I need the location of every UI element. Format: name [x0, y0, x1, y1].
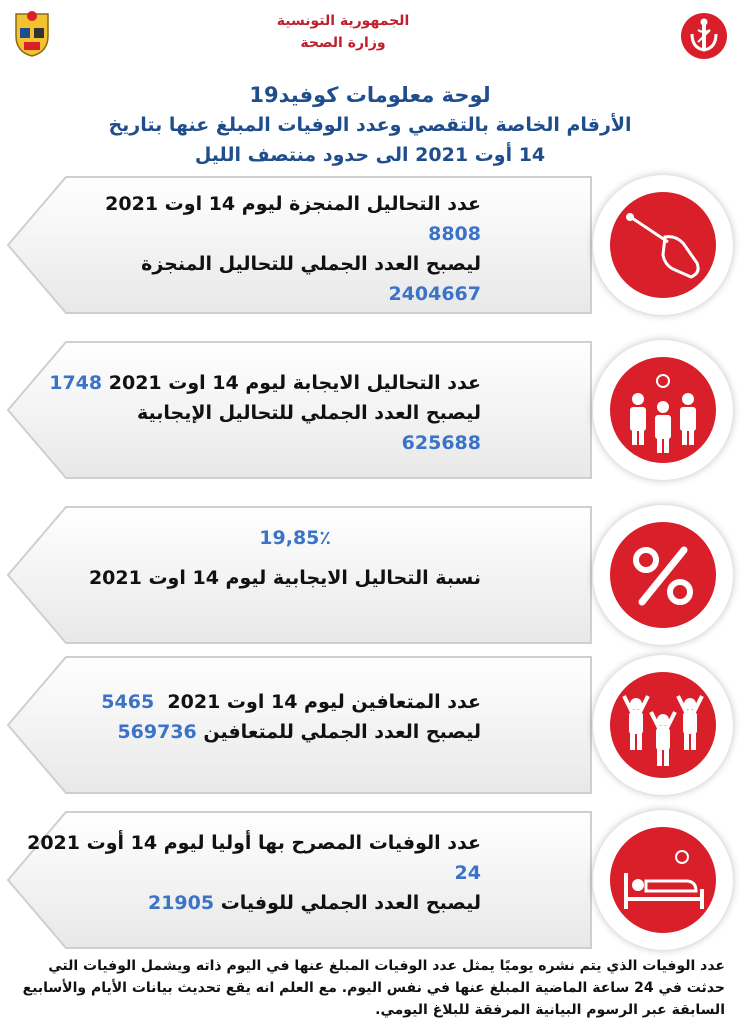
- recovered-card: [6, 645, 741, 805]
- tests-total-label: ليصبح العدد الجملي للتحاليل المنجزة: [141, 253, 481, 275]
- deaths-daily-value: 24: [454, 862, 481, 884]
- rate-label: نسبة التحاليل الايجابية ليوم 14 اوت 2021: [88, 567, 481, 589]
- positives-total-label: ليصبح العدد الجملي للتحاليل الإيجابية: [136, 402, 481, 424]
- deaths-icon-circle: [593, 810, 733, 950]
- recovered-total-label: ليصبح العدد الجملي للمتعافين: [203, 721, 481, 743]
- swab-hand-icon: [610, 192, 716, 298]
- footer-note: عدد الوفيات الذي يتم نشره يوميًا يمثل عدد الوفيات المبلغ عنها في اليوم ذاته ويشمل الوفيات التي حدثت في 24 ساعة الماضية المبلغ عنها في نفس اليوم. مع العلم انه يقع تحديث بيانات الأيام والأسابيع السابقة عبر الرسوم البيانية المرفقة للبلاغ اليومي.: [22, 958, 725, 1018]
- page-title: [90, 80, 650, 170]
- ministry-name: وزارة الصحة: [300, 35, 386, 51]
- percent-icon: [610, 522, 716, 628]
- rate-card: [6, 495, 741, 655]
- rate-text: [89, 523, 481, 593]
- title-line-1: لوحة معلومات كوفيد19: [249, 83, 491, 107]
- deaths-total-value: 21905: [147, 892, 215, 914]
- tests-card: [6, 165, 741, 325]
- republic-name: الجمهورية التونسية: [276, 13, 410, 29]
- deaths-label: عدد الوفيات المصرح بها أوليا ليوم 14 أوت 2021: [27, 832, 481, 854]
- ministry-logo-icon: [680, 12, 728, 60]
- recovered-text: [101, 687, 481, 747]
- deaths-card: [6, 800, 741, 960]
- rate-value: 19,85٪: [259, 527, 331, 549]
- title-line-2: الأرقام الخاصة بالتقصي وعدد الوفيات المبلغ عنها بتاريخ: [108, 114, 632, 136]
- deaths-text: [27, 828, 481, 918]
- recovered-daily-value: 5465: [101, 691, 155, 713]
- tunisia-emblem-icon: [12, 8, 52, 58]
- tests-label: عدد التحاليل المنجزة ليوم 14 اوت 2021: [105, 193, 481, 215]
- positives-card: [6, 330, 741, 490]
- positives-label: عدد التحاليل الايجابة ليوم 14 اوت 2021: [108, 372, 481, 394]
- tests-icon-circle: [593, 175, 733, 315]
- positives-daily-value: 1748: [49, 372, 103, 394]
- recovered-total-value: 569736: [117, 721, 197, 743]
- rate-icon-circle: [593, 505, 733, 645]
- positives-icon-circle: [593, 340, 733, 480]
- cheering-people-icon: [610, 672, 716, 778]
- tests-daily-value: 8808: [428, 223, 481, 245]
- deaths-total-label: ليصبح العدد الجملي للوفيات: [220, 892, 481, 914]
- positives-text: [49, 368, 481, 458]
- tests-total-value: 2404667: [388, 283, 481, 305]
- people-virus-icon: [610, 357, 716, 463]
- recovered-icon-circle: [593, 655, 733, 795]
- recovered-label: عدد المتعافين ليوم 14 اوت 2021: [167, 691, 481, 713]
- title-line-3: 14 أوت 2021 الى حدود منتصف الليل: [194, 144, 546, 166]
- ministry-header: [263, 10, 423, 54]
- bed-virus-icon: [610, 827, 716, 933]
- positives-total-value: 625688: [401, 432, 481, 454]
- tests-text: [105, 189, 481, 309]
